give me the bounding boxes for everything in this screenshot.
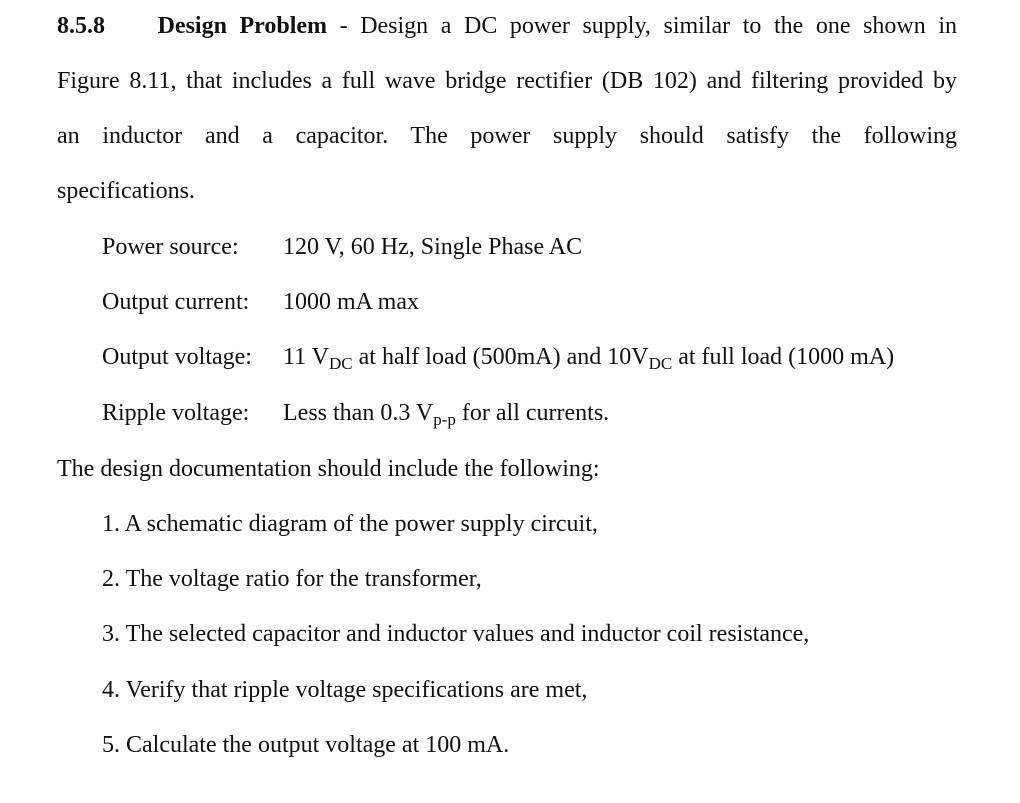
list-item: 2. The voltage ratio for the transformer, [102, 566, 482, 592]
spec-value-text: 11 V [283, 344, 330, 370]
problem-number: 8.5.8 [57, 13, 105, 39]
spec-value-text: for all currents. [455, 400, 610, 426]
spec-value-text: Less than 0.3 V [283, 400, 434, 426]
spec-value [283, 342, 894, 372]
spec-value: 120 V, 60 Hz, Single Phase AC [283, 234, 583, 260]
documentation-intro: The design documentation should include the following: [57, 456, 600, 482]
problem-title: Design Problem [157, 13, 328, 39]
problem-intro-line-2: Figure 8.11, that includes a full wave bridge rectifier (DB 102) and filtering provided by [57, 68, 957, 94]
list-item: 1. A schematic diagram of the power supply circuit, [102, 511, 598, 537]
list-item: 5. Calculate the output voltage at 100 mA. [102, 732, 510, 758]
problem-intro-line-3: an inductor and a capacitor. The power supply should satisfy the following [57, 123, 957, 149]
problem-intro-line-1: - Design a DC power supply, similar to the one shown in [327, 13, 957, 39]
subscript: DC [648, 354, 673, 373]
list-item: 4. Verify that ripple voltage specifications are met, [102, 677, 588, 703]
subscript: p-p [433, 410, 456, 429]
spec-label: Output current: [102, 289, 250, 315]
spec-label: Power source: [102, 234, 239, 260]
problem-heading-line [57, 11, 957, 41]
spec-value: 1000 mA max [283, 289, 419, 315]
list-item: 3. The selected capacitor and inductor values and inductor coil resistance, [102, 621, 810, 647]
spec-label: Output voltage: [102, 344, 252, 370]
spec-value-text: at full load (1000 mA) [672, 344, 895, 370]
subscript: DC [329, 354, 353, 373]
spec-value-text: at half load (500mA) and 10V [352, 344, 649, 370]
spec-label: Ripple voltage: [102, 400, 250, 426]
spec-value [283, 398, 609, 428]
problem-intro-line-4: specifications. [57, 178, 195, 204]
